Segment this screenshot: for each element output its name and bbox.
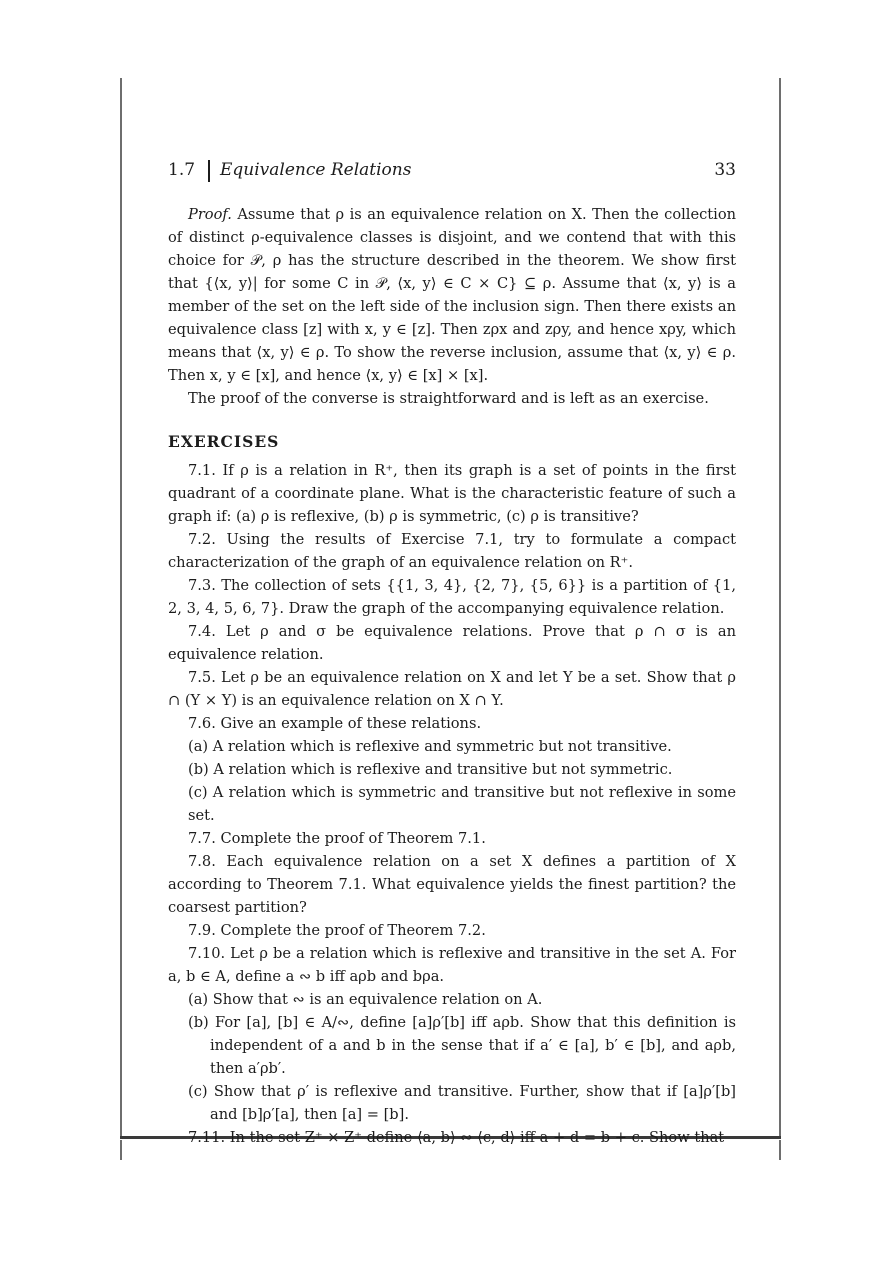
- left-margin-rule-lower: [120, 1140, 122, 1160]
- exercise-7-9: 7.9. Complete the proof of Theorem 7.2.: [188, 922, 486, 939]
- exercise-7-11: 7.11. In the set Z⁺ × Z⁺ define ⟨a, b⟩ ∾ ⟨c, d⟩ iff a + d = b + c. Show that: [188, 1129, 725, 1146]
- exercise-7-6-part-c: (c) A relation which is symmetric and transitive but not reflexive in some set.: [188, 784, 736, 824]
- exercise-7-4: 7.4. Let ρ and σ be equivalence relations. Prove that ρ ∩ σ is an equivalence relation.: [168, 623, 736, 663]
- exercise-7-10-part-a: (a) Show that ∾ is an equivalence relation on A.: [188, 991, 543, 1008]
- converse-paragraph: The proof of the converse is straightforward and is left as an exercise.: [188, 390, 709, 407]
- exercise-7-3: 7.3. The collection of sets {{1, 3, 4}, {2, 7}, {5, 6}} is a partition of {1, 2, 3, 4, 5, 6, 7}. Draw the graph of the accompanying equivalence relation.: [168, 577, 736, 617]
- proof-text: Assume that ρ is an equivalence relation on X. Then the collection of distinct ρ-equivalence classes is disjoint, and we contend that with this choice for 𝒫, ρ has the structure described in the theorem. We show first that {⟨x, y⟩| for some C in 𝒫, ⟨x, y⟩ ∈ C × C} ⊆ ρ. Assume that ⟨x, y⟩ is a member of the set on the left side of the inclusion sign. Then there exists an equivalence class [z] with x, y ∈ [z]. Then zρx and zρy, and hence xρy, which means that ⟨x, y⟩ ∈ ρ. To show the reverse inclusion, assume that ⟨x, y⟩ ∈ ρ. Then x, y ∈ [x], and hence ⟨x, y⟩ ∈ [x] × [x].: [168, 206, 737, 384]
- exercise-7-5: 7.5. Let ρ be an equivalence relation on X and let Y be a set. Show that ρ ∩ (Y × Y) is an equivalence relation on X ∩ Y.: [168, 669, 736, 709]
- proof-label: Proof.: [188, 206, 232, 223]
- exercises-heading: EXERCISES: [168, 432, 280, 451]
- exercise-7-6: 7.6. Give an example of these relations.: [188, 715, 482, 732]
- section-number: 1.7: [168, 160, 196, 180]
- header-divider: [208, 160, 210, 182]
- exercise-7-2: 7.2. Using the results of Exercise 7.1, try to formulate a compact characterization of the graph of an equivalence relation on R⁺.: [168, 531, 736, 571]
- exercise-7-8: 7.8. Each equivalence relation on a set X defines a partition of X according to Theorem 7.1. What equivalence yields the finest partition? the coarsest partition?: [168, 853, 736, 916]
- exercise-7-10: 7.10. Let ρ be a relation which is reflexive and transitive in the set A. For a, b ∈ A, define a ∾ b iff aρb and bρa.: [168, 945, 736, 985]
- exercise-7-6-part-b: (b) A relation which is reflexive and transitive but not symmetric.: [188, 761, 673, 778]
- exercise-7-1: 7.1. If ρ is a relation in R⁺, then its graph is a set of points in the first quadrant of a coordinate plane. What is the characteristic feature of such a graph if: (a) ρ is reflexive, (b) ρ is symmetric, (c) ρ is transitive?: [168, 462, 736, 525]
- running-header: [168, 160, 736, 188]
- page-body: [168, 203, 736, 1149]
- proof-paragraph: [168, 203, 736, 387]
- exercise-7-10-part-c: (c) Show that ρ′ is reflexive and transitive. Further, show that if [a]ρ′[b] and [b]ρ′[a], then [a] = [b].: [188, 1083, 736, 1123]
- left-margin-rule: [120, 78, 122, 1138]
- right-margin-rule: [779, 78, 781, 1138]
- section-title: Equivalence Relations: [220, 160, 412, 180]
- exercise-7-7: 7.7. Complete the proof of Theorem 7.1.: [188, 830, 486, 847]
- exercise-7-10-part-b: (b) For [a], [b] ∈ A/∾, define [a]ρ′[b] iff aρb. Show that this definition is independent of a and b in the sense that if a′ ∈ [a], b′ ∈ [b], and aρb, then a′ρb′.: [188, 1014, 736, 1077]
- exercise-7-6-part-a: (a) A relation which is reflexive and symmetric but not transitive.: [188, 738, 672, 755]
- right-margin-rule-lower: [779, 1140, 781, 1160]
- page-number: 33: [714, 160, 736, 180]
